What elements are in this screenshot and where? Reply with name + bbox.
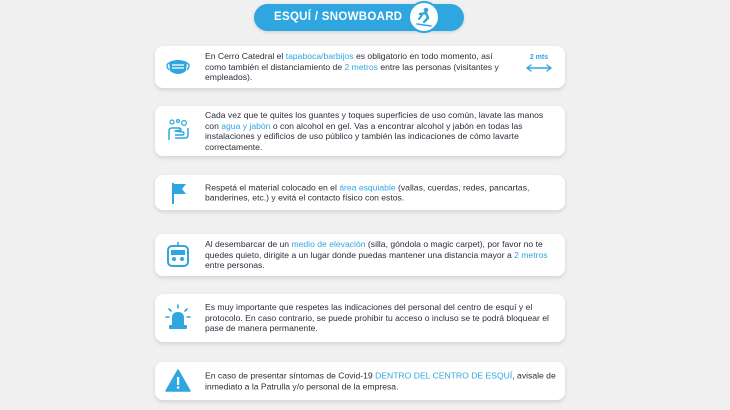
section-title: ESQUÍ / SNOWBOARD [274, 11, 403, 23]
distance-label: 2 mts [529, 54, 549, 61]
card-handwash [155, 106, 565, 156]
card-mask [155, 46, 565, 88]
face-mask-icon [163, 52, 193, 82]
gondola-icon [163, 240, 193, 270]
card-protocol [155, 294, 565, 342]
distance-indicator [521, 54, 557, 80]
card-text: Al desembarcar de un medio de elevación (silla, góndola o magic carpet), por favor no te quedes quieto, dirigite a un lugar donde puedas mantener una distancia mayor a 2 metros entre personas. [205, 239, 548, 271]
card-covid [155, 362, 565, 400]
skier-icon [408, 1, 440, 33]
card-text: Cada vez que te quites los guantes y toques superficies de uso común, lavate las manos con agua y jabón o con alcohol en gel. Vas a encontrar alcohol y jabón en todas las instalaciones y edificios de uso público y también las indicaciones de cómo lavarte correctamente. [205, 109, 544, 152]
card-ski-area [155, 175, 565, 210]
siren-icon [163, 303, 193, 333]
flag-icon [163, 178, 193, 208]
card-text: Es muy importante que respetes las indicaciones del personal del centro de esquí y el protocolo. En caso contrario, se puede prohibir tu acceso o incluso se te podrá bloquear el pase de manera permanente. [205, 302, 549, 334]
hand-washing-icon [163, 116, 193, 146]
card-text: En Cerro Catedral el tapaboca/barbijos es obligatorio en todo momento, así como también el distanciamiento de 2 metros entre las personas (visitantes y empleados). [205, 51, 499, 83]
card-text: En caso de presentar síntomas de Covid-19 DENTRO DEL CENTRO DE ESQUÍ, avisale de inmediato a la Patrulla y/o personal de la empresa. [205, 370, 556, 391]
card-lift [155, 234, 565, 276]
card-text: Respetá el material colocado en el área esquiable (vallas, cuerdas, redes, pancartas, banderines, etc.) y evitá el contacto físico con estos. [205, 181, 530, 203]
warning-icon [163, 366, 193, 396]
double-arrow-icon [521, 62, 557, 74]
